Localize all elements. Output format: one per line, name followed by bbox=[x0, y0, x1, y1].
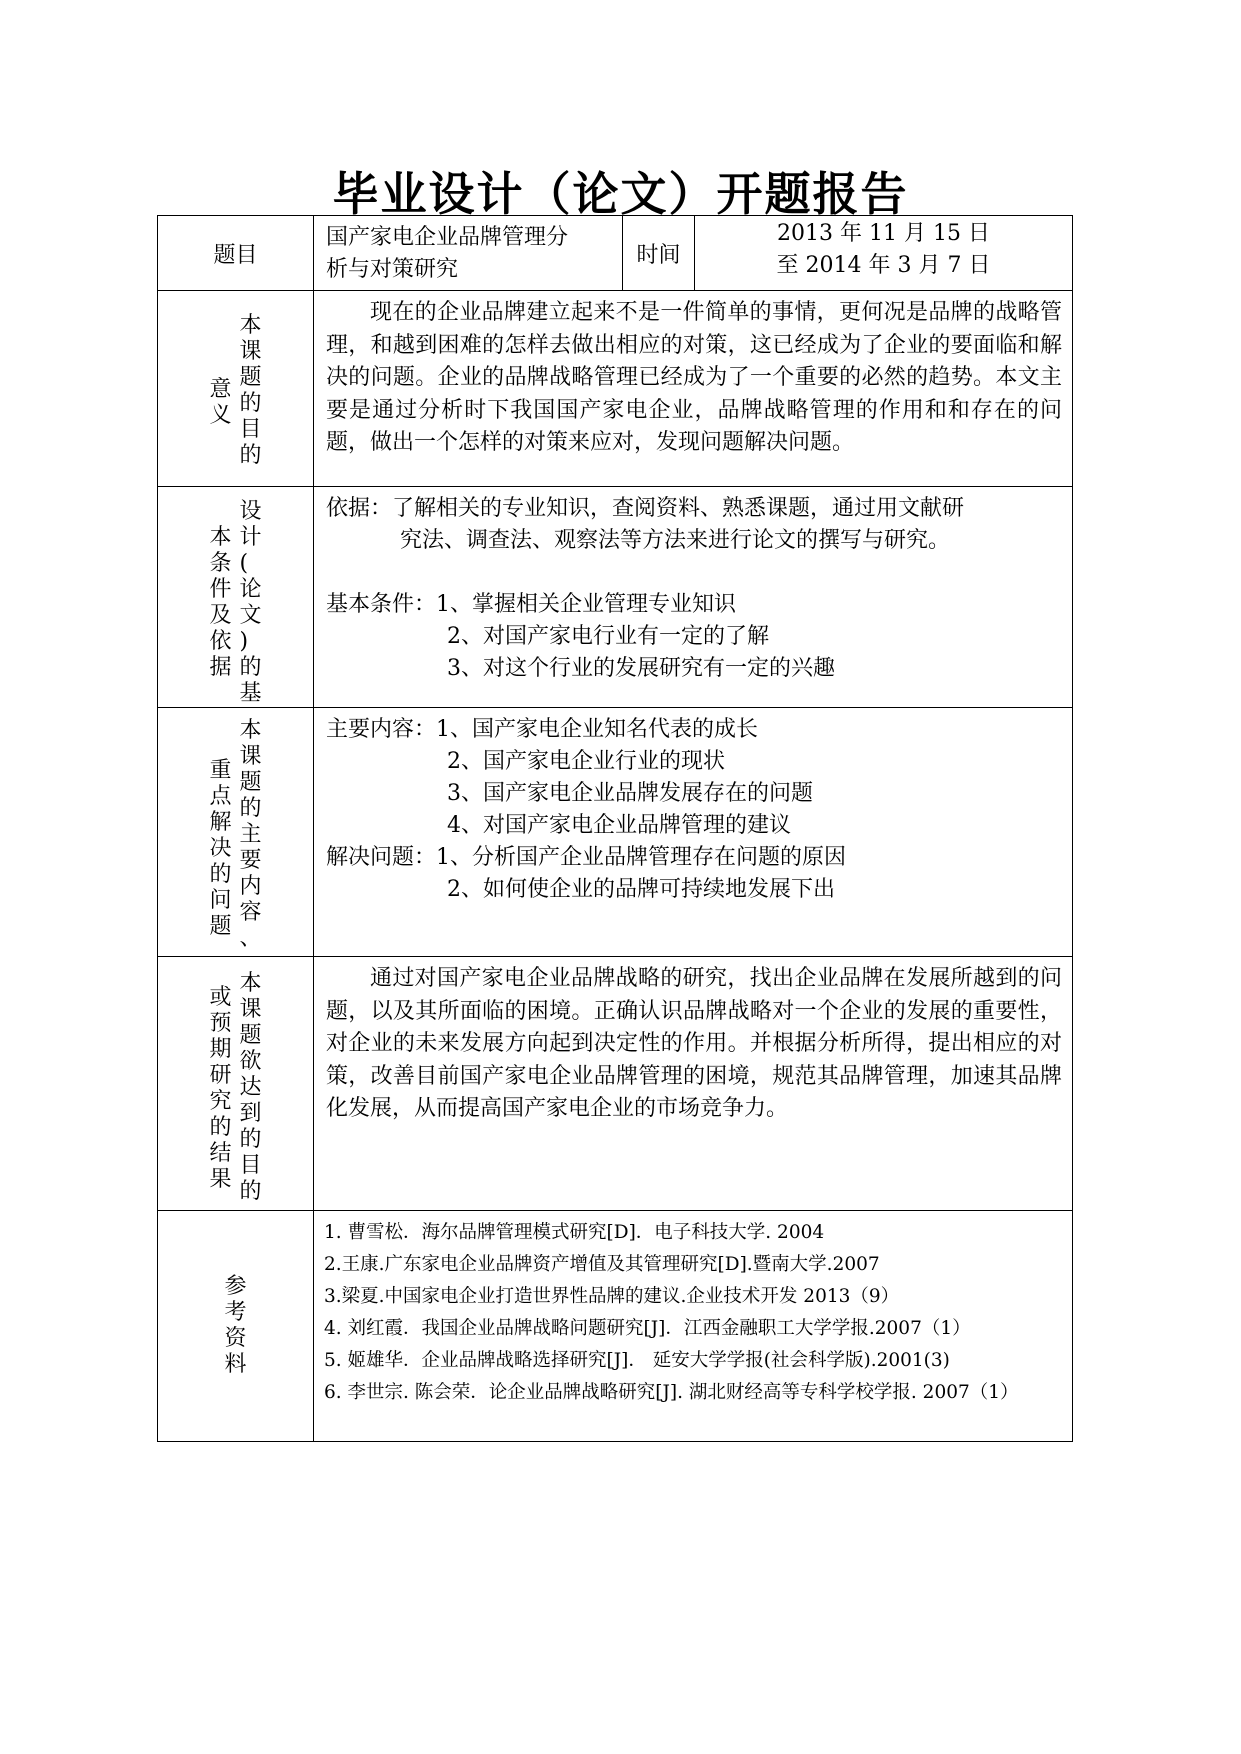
references-label bbox=[158, 1211, 314, 1442]
content-label-col-2: 重 点 解 决 的 问 题 bbox=[209, 758, 232, 939]
solve-prefix: 解决问题： bbox=[326, 845, 437, 870]
reference-item: 1. 曹雪松．海尔品牌管理模式研究[D]．电子科技大学. 2004 bbox=[324, 1222, 825, 1243]
content-row bbox=[158, 708, 1073, 957]
reference-item: 6. 李世宗. 陈会荣．论企业品牌战略研究[J]. 湖北财经高等专科学校学报. 2007（1） bbox=[324, 1382, 1019, 1403]
conditions-prefix: 基本条件： bbox=[326, 592, 437, 617]
purpose-label-col-1: 本 课 题 的 目 的 bbox=[239, 313, 262, 468]
expected-row bbox=[158, 957, 1073, 1211]
content-text bbox=[314, 708, 1073, 957]
expected-label-col-2: 或 预 期 研 究 的 结 果 bbox=[209, 985, 232, 1192]
condition-2: 2、对国产家电行业有一定的了解 bbox=[447, 624, 769, 649]
basis-row bbox=[158, 487, 1073, 708]
main-item-4: 4、对国产家电企业品牌管理的建议 bbox=[447, 813, 791, 838]
main-item-2: 2、国产家电企业行业的现状 bbox=[447, 749, 725, 774]
condition-3: 3、对这个行业的发展研究有一定的兴趣 bbox=[447, 656, 835, 681]
time-value bbox=[695, 216, 1073, 291]
expected-label-col-1: 本 课 题 欲 达 到 的 目 的 bbox=[239, 971, 262, 1204]
references-list bbox=[314, 1211, 1073, 1442]
basis-label-col-2: 本 条 件 及 依 据 bbox=[209, 525, 232, 680]
references-label-col: 参 考 资 料 bbox=[224, 1274, 247, 1377]
time-end: 至 2014 年 3 月 7 日 bbox=[776, 253, 991, 278]
proposal-form-table bbox=[157, 215, 1073, 1442]
document-title: 毕业设计（论文）开题报告 bbox=[332, 167, 909, 221]
purpose-label-col-2: 意 义 bbox=[209, 377, 232, 428]
purpose-text: 现在的企业品牌建立起来不是一件简单的事情，更何况是品牌的战略管理，和越到困难的怎样去做出相应的对策，这已经成为了企业的要面临和解决的问题。企业的品牌战略管理已经成为了一个重要的必然的趋势。本文主要是通过分析时下我国国产家电企业，品牌战略管理的作用和和存在的问题，做出一个怎样的对策来应对，发现问题解决问题。 bbox=[314, 291, 1073, 487]
basis-label bbox=[158, 487, 314, 708]
time-label: 时间 bbox=[623, 216, 695, 291]
topic-label: 题目 bbox=[158, 216, 314, 291]
reference-item: 3.梁夏.中国家电企业打造世界性品牌的建议.企业技术开发 2013（9） bbox=[324, 1286, 900, 1307]
purpose-label bbox=[158, 291, 314, 487]
topic-value bbox=[314, 216, 623, 291]
topic-line-1: 国产家电企业品牌管理分 bbox=[326, 225, 569, 250]
reference-item: 4. 刘红霞．我国企业品牌战略问题研究[J]．江西金融职工大学学报.2007（1） bbox=[324, 1318, 971, 1339]
basis-label-col-1: 设 计 ( 论 文 ) 的 基 bbox=[239, 499, 262, 706]
basis-text: 依据：了解相关的专业知识，查阅资料、熟悉课题，通过用文献研 究法、调查法、观察法等方法来进行论文的撰写与研究。 基本条件：1、掌握相关企业管理专业知识 2、对国产家电行业有一定的了解 3、对这个行业的发展研究有一定的兴趣 bbox=[314, 487, 1073, 708]
main-item-3: 3、国产家电企业品牌发展存在的问题 bbox=[447, 781, 813, 806]
solve-item-1: 1、分析国产企业品牌管理存在问题的原因 bbox=[436, 845, 847, 870]
purpose-row bbox=[158, 291, 1073, 487]
content-label bbox=[158, 708, 314, 957]
content-label-col-1: 本 课 题 的 主 要 内 容 、 bbox=[239, 718, 262, 951]
expected-label bbox=[158, 957, 314, 1211]
topic-line-2: 析与对策研究 bbox=[326, 257, 459, 282]
reference-item: 2.王康.广东家电企业品牌资产增值及其管理研究[D].暨南大学.2007 bbox=[324, 1254, 880, 1275]
references-row bbox=[158, 1211, 1073, 1442]
main-prefix: 主要内容： bbox=[326, 717, 437, 742]
expected-text: 通过对国产家电企业品牌战略的研究，找出企业品牌在发展所越到的问题，以及其所面临的困境。正确认识品牌战略对一个企业的发展的重要性，对企业的未来发展方向起到决定性的作用。并根据分析所得，提出相应的对策，改善目前国产家电企业品牌管理的困境，规范其品牌管理，加速其品牌化发展，从而提高国产家电企业的市场竞争力。 bbox=[314, 957, 1073, 1211]
time-start: 2013 年 11 月 15 日 bbox=[777, 221, 990, 246]
main-item-1: 1、国产家电企业知名代表的成长 bbox=[436, 717, 759, 742]
reference-item: 5. 姬雄华．企业品牌战略选择研究[J]． 延安大学学报(社会科学版).2001(3) bbox=[324, 1350, 950, 1371]
topic-row bbox=[158, 216, 1073, 291]
condition-1: 1、掌握相关企业管理专业知识 bbox=[436, 592, 737, 617]
solve-item-2: 2、如何使企业的品牌可持续地发展下出 bbox=[447, 877, 835, 902]
